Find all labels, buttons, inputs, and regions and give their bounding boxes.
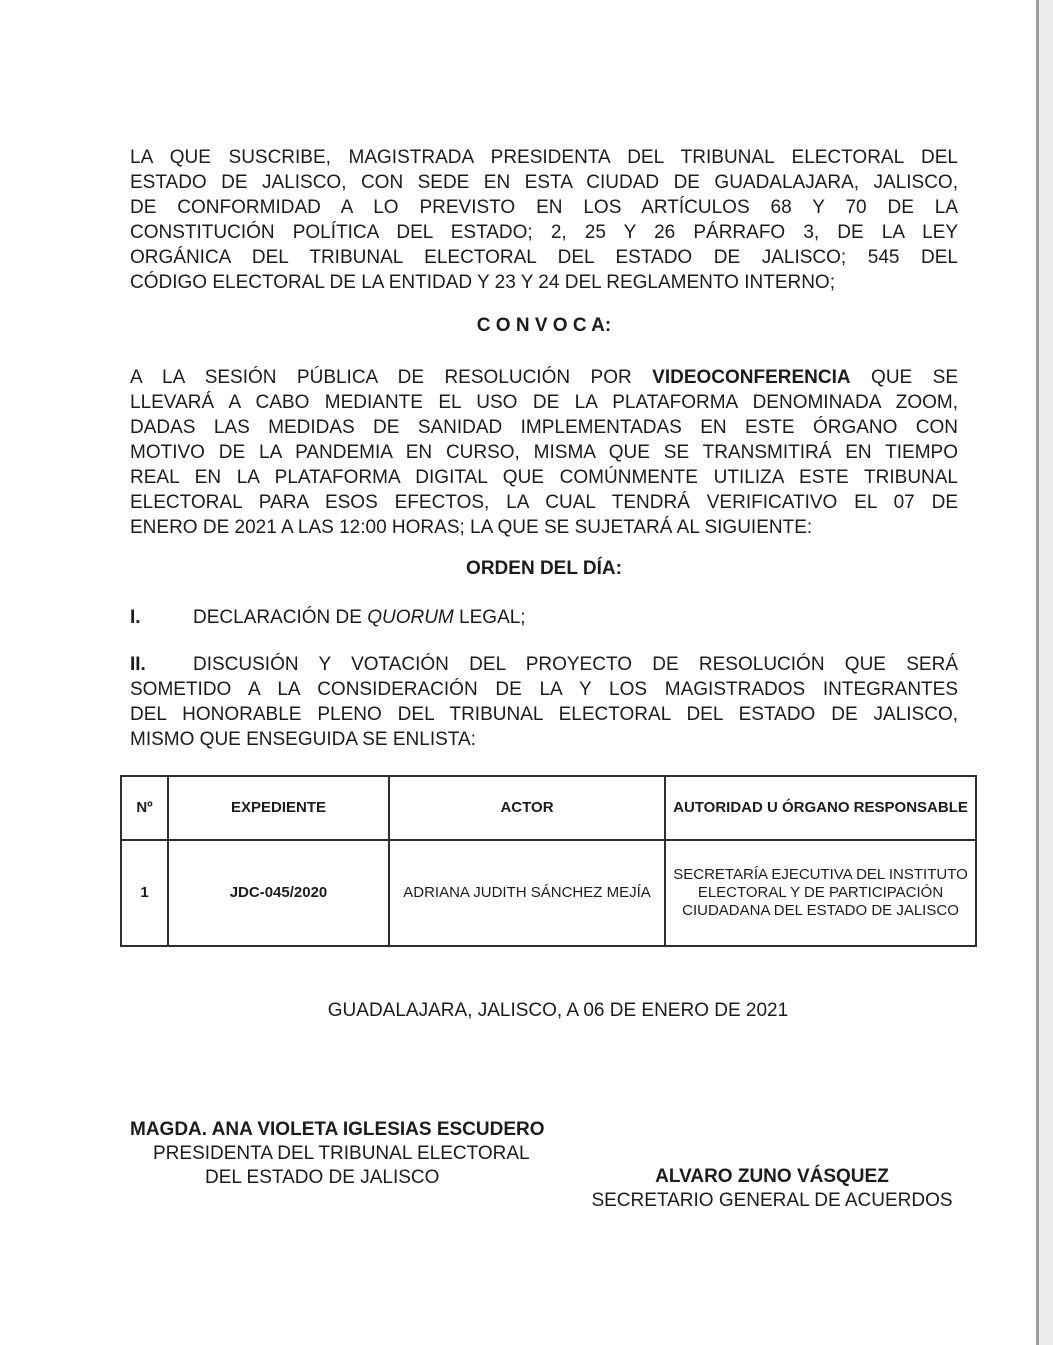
agenda-item-number: II. bbox=[130, 654, 146, 675]
agenda-item-text: LEGAL; bbox=[453, 607, 526, 628]
paragraph-line: MISMO QUE ENSEGUIDA SE ENLISTA: bbox=[130, 729, 476, 750]
table-header-row bbox=[121, 776, 976, 840]
column-header-autoridad: AUTORIDAD U ÓRGANO RESPONSABLE bbox=[665, 776, 976, 840]
paragraph-line: LA QUE SUSCRIBE, MAGISTRADA PRESIDENTA DEL TRIBUNAL ELECTORAL DEL bbox=[130, 147, 958, 168]
page-right-edge bbox=[1036, 0, 1053, 1345]
session-paragraph bbox=[130, 365, 958, 540]
intro-paragraph bbox=[130, 145, 958, 295]
paragraph-line: ELECTORAL PARA ESOS EFECTOS, LA CUAL TENDRÁ VERIFICATIVO EL 07 DE bbox=[130, 492, 958, 513]
cell-actor: ADRIANA JUDITH SÁNCHEZ MEJÍA bbox=[389, 840, 665, 946]
paragraph-line: DADAS LAS MEDIDAS DE SANIDAD IMPLEMENTADAS EN ESTE ÓRGANO CON bbox=[130, 417, 958, 438]
paragraph-line: ENERO DE 2021 A LAS 12:00 HORAS; LA QUE SE SUJETARÁ AL SIGUIENTE: bbox=[130, 517, 813, 538]
document-content bbox=[130, 0, 968, 1238]
paragraph-line: ORGÁNICA DEL TRIBUNAL ELECTORAL DEL ESTADO DE JALISCO; 545 DEL bbox=[130, 247, 958, 268]
paragraph-line: ESTADO DE JALISCO, CON SEDE EN ESTA CIUDAD DE GUADALAJARA, JALISCO, bbox=[130, 172, 958, 193]
convoca-heading: C O N V O C A: bbox=[476, 315, 612, 336]
paragraph-line bbox=[130, 365, 958, 390]
paragraph-line: REAL EN LA PLATAFORMA DIGITAL QUE COMÚNMENTE UTILIZA ESTE TRIBUNAL bbox=[130, 467, 958, 488]
column-header-expediente: EXPEDIENTE bbox=[168, 776, 389, 840]
signer-name: ALVARO ZUNO VÁSQUEZ bbox=[655, 1166, 889, 1187]
signer-name: MAGDA. ANA VIOLETA IGLESIAS ESCUDERO bbox=[130, 1119, 545, 1140]
signer-title: SECRETARIO GENERAL DE ACUERDOS bbox=[591, 1190, 953, 1211]
paragraph-line bbox=[130, 652, 958, 677]
paragraph-line: DE CONFORMIDAD A LO PREVISTO EN LOS ARTÍCULOS 68 Y 70 DE LA bbox=[130, 197, 958, 218]
paragraph-line: CONSTITUCIÓN POLÍTICA DEL ESTADO; 2, 25 Y 26 PÁRRAFO 3, DE LA LEY bbox=[130, 222, 958, 243]
signer-title: DEL ESTADO DE JALISCO bbox=[205, 1167, 440, 1188]
agenda-item-text: DECLARACIÓN DE bbox=[193, 607, 368, 628]
column-header-actor: ACTOR bbox=[389, 776, 665, 840]
paragraph-line: CÓDIGO ELECTORAL DE LA ENTIDAD Y 23 Y 24 DEL REGLAMENTO INTERNO; bbox=[130, 272, 835, 293]
date-place-line: GUADALAJARA, JALISCO, A 06 DE ENERO DE 2021 bbox=[327, 1000, 789, 1021]
signature-section bbox=[130, 1118, 958, 1238]
cell-autoridad: SECRETARÍA EJECUTIVA DEL INSTITUTO ELECTORAL Y DE PARTICIPACIÓN CIUDADANA DEL ESTADO DE JALISCO bbox=[665, 840, 976, 946]
paragraph-text: A LA SESIÓN PÚBLICA DE RESOLUCIÓN POR bbox=[130, 367, 653, 388]
signature-block-secretario bbox=[586, 1165, 958, 1213]
agenda-item-2 bbox=[130, 652, 958, 752]
agenda-item-text: DISCUSIÓN Y VOTACIÓN DEL PROYECTO DE RESOLUCIÓN QUE SERÁ bbox=[193, 654, 958, 675]
paragraph-line: SOMETIDO A LA CONSIDERACIÓN DE LA Y LOS MAGISTRADOS INTEGRANTES bbox=[130, 679, 958, 700]
case-table bbox=[120, 775, 977, 947]
signature-block-presidenta bbox=[130, 1118, 545, 1190]
signer-title: PRESIDENTA DEL TRIBUNAL ELECTORAL bbox=[153, 1143, 530, 1164]
paragraph-text: QUE SE bbox=[850, 367, 958, 388]
agenda-item-number: I. bbox=[130, 607, 141, 628]
paragraph-line: DEL HONORABLE PLENO DEL TRIBUNAL ELECTORAL DEL ESTADO DE JALISCO, bbox=[130, 704, 958, 725]
paragraph-line: MOTIVO DE LA PANDEMIA EN CURSO, MISMA QUE SE TRANSMITIRÁ EN TIEMPO bbox=[130, 442, 958, 463]
cell-expediente: JDC-045/2020 bbox=[168, 840, 389, 946]
cell-numero: 1 bbox=[121, 840, 168, 946]
videoconferencia-emphasis: VIDEOCONFERENCIA bbox=[652, 367, 851, 388]
agenda-item-1 bbox=[130, 605, 958, 630]
table-row bbox=[121, 840, 976, 946]
paragraph-line: LLEVARÁ A CABO MEDIANTE EL USO DE LA PLATAFORMA DENOMINADA ZOOM, bbox=[130, 392, 958, 413]
quorum-emphasis: QUORUM bbox=[367, 607, 454, 628]
column-header-numero: Nº bbox=[121, 776, 168, 840]
orden-del-dia-heading: ORDEN DEL DÍA: bbox=[466, 558, 622, 579]
